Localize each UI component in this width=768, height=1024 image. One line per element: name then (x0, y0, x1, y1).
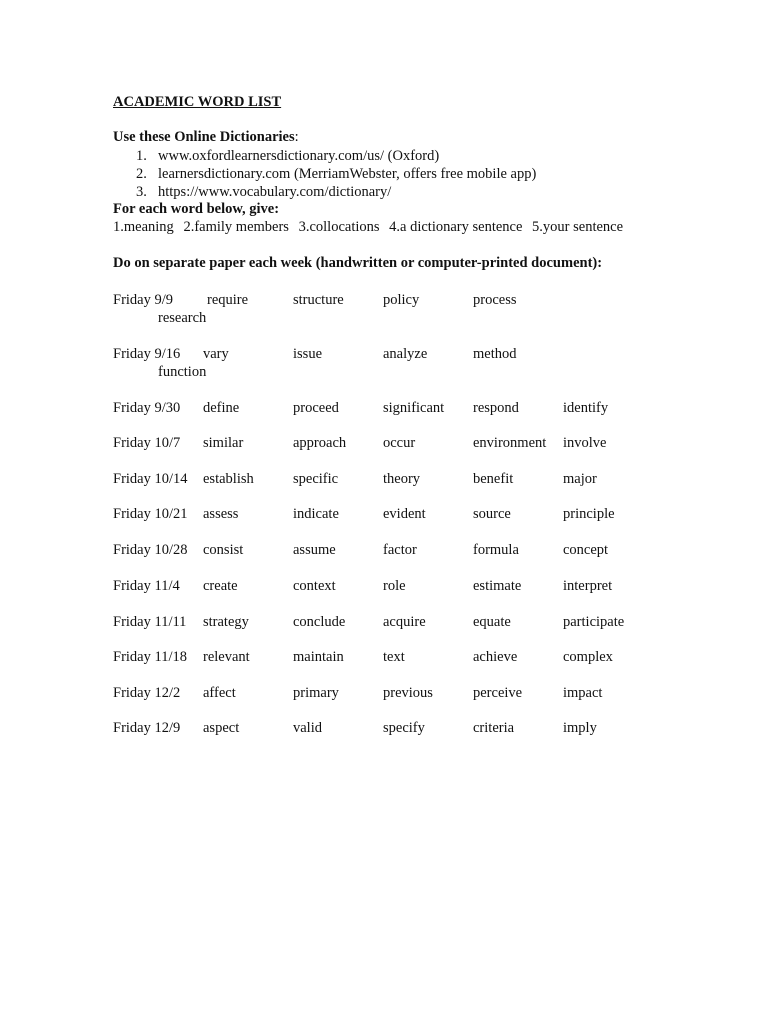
vocabulary-word: text (383, 649, 405, 665)
vocabulary-word: perceive (473, 685, 523, 701)
vocabulary-word: indicate (293, 506, 339, 522)
dictionary-item (113, 165, 536, 183)
vocabulary-word: assess (203, 506, 239, 522)
dictionary-item-number: 1. (136, 148, 147, 164)
week-date: Friday 9/30 (113, 400, 181, 416)
dictionaries-heading-text: Use these Online Dictionaries (113, 129, 295, 145)
give-item: 2.family members (183, 219, 289, 235)
paper-instruction: Do on separate paper each week (handwritten or computer-printed document): (113, 255, 603, 271)
week-date: Friday 12/2 (113, 685, 181, 701)
vocabulary-word: factor (383, 542, 417, 558)
vocabulary-word: complex (563, 649, 613, 665)
vocabulary-word: assume (293, 542, 336, 558)
vocabulary-word: environment (473, 435, 547, 451)
vocabulary-word: respond (473, 400, 519, 416)
vocabulary-word-wrapped: function (158, 364, 207, 380)
vocabulary-word: involve (563, 435, 607, 451)
dictionary-item (113, 183, 536, 201)
week-date: Friday 12/9 (113, 720, 181, 736)
vocabulary-word: establish (203, 471, 254, 487)
vocabulary-word: issue (293, 346, 322, 362)
vocabulary-word: primary (293, 685, 339, 701)
vocabulary-word: estimate (473, 578, 522, 594)
dictionary-item-text: https://www.vocabulary.com/dictionary/ (158, 184, 392, 200)
vocabulary-word: major (563, 471, 597, 487)
vocabulary-word: source (473, 506, 511, 522)
vocabulary-word: process (473, 292, 517, 308)
vocabulary-word: consist (203, 542, 244, 558)
vocabulary-word: achieve (473, 649, 518, 665)
vocabulary-word: concept (563, 542, 609, 558)
vocabulary-word: method (473, 346, 517, 362)
vocabulary-word: interpret (563, 578, 613, 594)
vocabulary-word: require (207, 292, 249, 308)
page-title: ACADEMIC WORD LIST (113, 94, 282, 110)
vocabulary-word: context (293, 578, 336, 594)
week-date: Friday 11/4 (113, 578, 180, 594)
dictionary-item-text: learnersdictionary.com (MerriamWebster, offers free mobile app) (158, 166, 537, 182)
give-item: 5.your sentence (532, 219, 624, 235)
dictionaries-heading-colon: : (294, 129, 299, 145)
vocabulary-word: relevant (203, 649, 250, 665)
give-items (113, 219, 629, 236)
dictionaries-heading (113, 129, 299, 146)
vocabulary-word: benefit (473, 471, 514, 487)
give-item: 3.collocations (298, 219, 380, 235)
dictionary-item-number: 3. (136, 184, 147, 200)
week-date: Friday 10/7 (113, 435, 181, 451)
vocabulary-word: maintain (293, 649, 344, 665)
vocabulary-word: approach (293, 435, 347, 451)
vocabulary-word: imply (563, 720, 597, 736)
dictionary-list (113, 147, 536, 201)
week-date: Friday 10/28 (113, 542, 188, 558)
vocabulary-word: structure (293, 292, 344, 308)
week-date: Friday 11/18 (113, 649, 187, 665)
vocabulary-word: theory (383, 471, 421, 487)
give-heading: For each word below, give: (113, 201, 280, 217)
vocabulary-word: role (383, 578, 406, 594)
vocabulary-word: conclude (293, 614, 346, 630)
vocabulary-word: evident (383, 506, 426, 522)
vocabulary-word: previous (383, 685, 433, 701)
vocabulary-word: identify (563, 400, 609, 416)
week-date: Friday 11/11 (113, 614, 187, 630)
vocabulary-word: define (203, 400, 240, 416)
week-date: Friday 10/14 (113, 471, 188, 487)
vocabulary-word: create (203, 578, 238, 594)
vocabulary-word: formula (473, 542, 519, 558)
vocabulary-word: strategy (203, 614, 249, 630)
dictionary-item-number: 2. (136, 166, 147, 182)
give-item: 1.meaning (113, 219, 174, 235)
vocabulary-word: criteria (473, 720, 515, 736)
vocabulary-word: specific (293, 471, 339, 487)
dictionary-item (113, 147, 536, 165)
vocabulary-word: proceed (293, 400, 339, 416)
vocabulary-word: analyze (383, 346, 428, 362)
dictionary-item-text: www.oxfordlearnersdictionary.com/us/ (Oxford) (158, 148, 440, 164)
vocabulary-word: policy (383, 292, 420, 308)
vocabulary-word: aspect (203, 720, 240, 736)
vocabulary-word: affect (203, 685, 236, 701)
vocabulary-word: similar (203, 435, 244, 451)
vocabulary-word-wrapped: research (158, 310, 207, 326)
vocabulary-word: impact (563, 685, 603, 701)
vocabulary-word: occur (383, 435, 416, 451)
vocabulary-word: significant (383, 400, 445, 416)
vocabulary-word: principle (563, 506, 615, 522)
vocabulary-word: equate (473, 614, 511, 630)
week-date: Friday 10/21 (113, 506, 188, 522)
vocabulary-word: valid (293, 720, 322, 736)
vocabulary-word: acquire (383, 614, 426, 630)
week-date: Friday 9/16 (113, 346, 181, 362)
vocabulary-word: participate (563, 614, 625, 630)
vocabulary-word: specify (383, 720, 425, 736)
give-item: 4.a dictionary sentence (389, 219, 523, 235)
vocabulary-word: vary (203, 346, 229, 362)
week-date: Friday 9/9 (113, 292, 174, 308)
